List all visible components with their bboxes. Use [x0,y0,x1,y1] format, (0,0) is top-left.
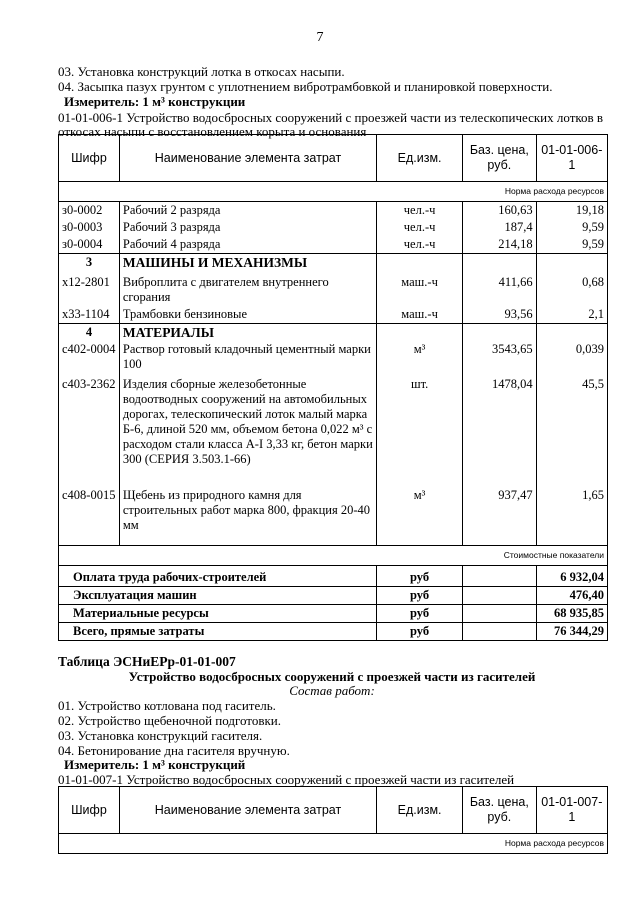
table-row [59,487,608,546]
row-norm: 1,65 [536,487,607,546]
header-name: Наименование элемента затрат [119,135,376,182]
norm-label: Норма расхода ресурсов [59,182,608,202]
norm-code-description: откосах насыпи с восстановлением корыта и основания [58,124,367,139]
row-unit: маш.-ч [377,306,463,324]
row-norm: 0,68 [536,271,607,306]
header-code: Шифр [59,787,120,834]
row-norm: 0,039 [536,341,607,376]
section-number: 3 [59,254,120,272]
row-unit: шт. [377,376,463,487]
total-label: Оплата труда рабочих-строителей [59,566,377,587]
total-value: 68 935,85 [536,605,607,623]
row-unit: чел.-ч [377,219,463,236]
header-code: Шифр [59,135,120,182]
norm-code-description: 01-01-007-1 Устройство водосбросных сооружений с проезжей части из гасителей [58,772,515,787]
total-unit: руб [377,623,463,641]
header-norm: 01-01-006-1 [536,135,607,182]
row-price: 1478,04 [463,376,536,487]
section-row [59,254,608,272]
header-price: Баз. цена, руб. [463,135,536,182]
work-step: 03. Установка конструкций гасителя. [58,728,263,743]
row-norm: 45,5 [536,376,607,487]
row-unit: маш.-ч [377,271,463,306]
cost-label: Стоимостные показатели [59,546,608,566]
row-price: 3543,65 [463,341,536,376]
resource-table-2 [58,786,608,854]
row-code: х33-1104 [59,306,120,324]
work-step: 02. Устройство щебеночной подготовки. [58,713,281,728]
total-row [59,587,608,605]
norm-label-row [59,182,608,202]
row-norm: 19,18 [536,202,607,220]
work-step: 04. Засыпка пазух грунтом с уплотнением вибротрамбовкой и планировкой поверхности. [58,79,553,94]
total-unit: руб [377,605,463,623]
row-code: з0-0004 [59,236,120,254]
total-row [59,623,608,641]
table-header-row [59,135,608,182]
row-norm: 9,59 [536,236,607,254]
total-label: Всего, прямые затраты [59,623,377,641]
row-name: Трамбовки бензиновые [119,306,376,324]
measure-unit: Измеритель: 1 м³ конструкции [64,94,246,109]
header-unit: Ед.изм. [377,787,463,834]
table-row [59,376,608,487]
row-name: Рабочий 4 разряда [119,236,376,254]
table-row [59,341,608,376]
total-unit: руб [377,587,463,605]
row-price: 160,63 [463,202,536,220]
section-title: МАШИНЫ И МЕХАНИЗМЫ [119,254,376,272]
row-name: Рабочий 3 разряда [119,219,376,236]
norm-label-row [59,834,608,854]
row-name: Виброплита с двигателем внутреннего сгорания [119,271,376,306]
section-number: 4 [59,324,120,342]
header-unit: Ед.изм. [377,135,463,182]
norm-code-description: 01-01-006-1 Устройство водосбросных сооружений с проезжей части из телескопических лотков в [58,110,604,125]
row-price: 187,4 [463,219,536,236]
table-row [59,202,608,220]
row-price: 937,47 [463,487,536,546]
row-code: с408-0015 [59,487,120,546]
row-name: Рабочий 2 разряда [119,202,376,220]
table-row [59,219,608,236]
total-label: Эксплуатация машин [59,587,377,605]
row-norm: 9,59 [536,219,607,236]
page-number: 7 [316,30,324,45]
row-name: Изделия сборные железобетонные водоотводных сооружений на автомобильных дорогах, телескопический лоток малый марка Б-6, длиной 520 мм, объемом бетона 0,022 м³ с расходом стали класса А-I 3,33 кг, бетон марки 300 (СЕРИЯ 3.503.1-66) [119,376,376,487]
row-unit: чел.-ч [377,236,463,254]
total-row [59,605,608,623]
table-title: Таблица ЭСНиЕРр-01-01-007 [58,654,236,669]
table-header-row [59,787,608,834]
header-name: Наименование элемента затрат [119,787,376,834]
resource-table [58,134,608,641]
row-code: з0-0002 [59,202,120,220]
header-price: Баз. цена, руб. [463,787,536,834]
row-name: Щебень из природного камня для строительных работ марка 800, фракция 20-40 мм [119,487,376,546]
table-row [59,236,608,254]
table-subtitle: Устройство водосбросных сооружений с проезжей части из гасителей [128,669,536,684]
row-price: 411,66 [463,271,536,306]
work-step: 03. Установка конструкций лотка в откосах насыпи. [58,64,345,79]
row-code: с403-2362 [59,376,120,487]
section-row [59,324,608,342]
row-name: Раствор готовый кладочный цементный марки 100 [119,341,376,376]
row-unit: м³ [377,487,463,546]
work-step: 01. Устройство котлована под гаситель. [58,698,276,713]
table-row [59,271,608,306]
table-row [59,306,608,324]
row-price: 214,18 [463,236,536,254]
total-value: 76 344,29 [536,623,607,641]
composition-heading: Состав работ: [289,683,375,698]
header-norm: 01-01-007-1 [536,787,607,834]
total-label: Материальные ресурсы [59,605,377,623]
row-unit: чел.-ч [377,202,463,220]
cost-label-row [59,546,608,566]
row-code: х12-2801 [59,271,120,306]
total-value: 476,40 [536,587,607,605]
row-unit: м³ [377,341,463,376]
total-value: 6 932,04 [536,566,607,587]
total-row [59,566,608,587]
row-price: 93,56 [463,306,536,324]
norm-label: Норма расхода ресурсов [59,834,608,854]
row-code: с402-0004 [59,341,120,376]
total-unit: руб [377,566,463,587]
row-norm: 2,1 [536,306,607,324]
measure-unit: Измеритель: 1 м³ конструкций [64,757,246,772]
section-title: МАТЕРИАЛЫ [119,324,376,342]
work-step: 04. Бетонирование дна гасителя вручную. [58,743,290,758]
row-code: з0-0003 [59,219,120,236]
